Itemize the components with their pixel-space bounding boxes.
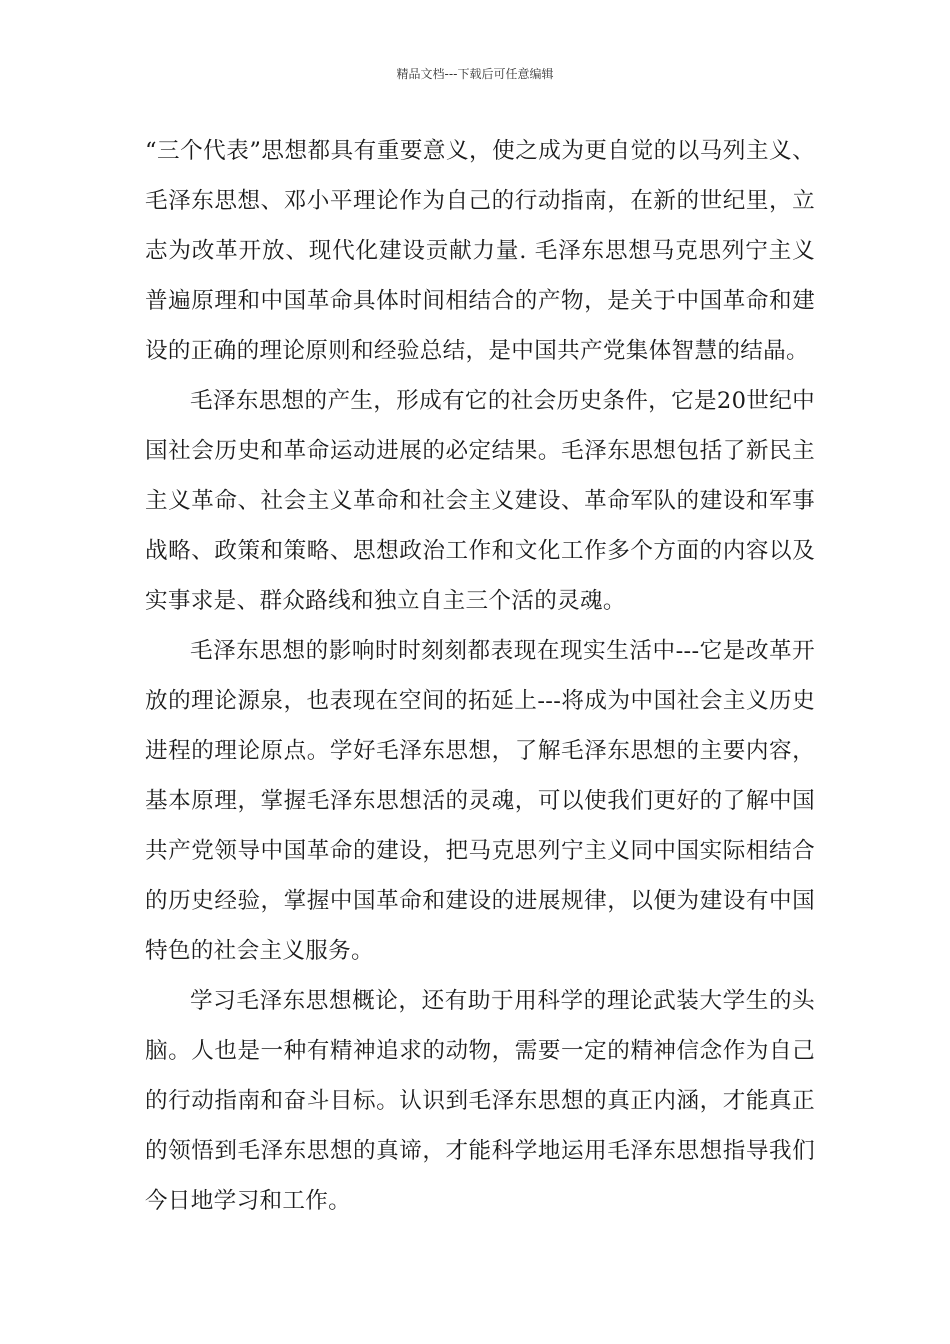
document-body	[145, 126, 815, 1226]
paragraph-3: 毛泽东思想的影响时时刻刻都表现在现实生活中---它是改革开放的理论源泉，也表现在空间的拓延上---将成为中国社会主义历史进程的理论原点。学好毛泽东思想，了解毛泽东思想的主要内容，基本原理，掌握毛泽东思想活的灵魂，可以使我们更好的了解中国共产党领导中国革命的建设，把马克思列宁主义同中国实际相结合的历史经验，掌握中国革命和建设的进展规律，以便为建设有中国特色的社会主义服务。	[145, 638, 815, 964]
paragraph-2: 毛泽东思想的产生，形成有它的社会历史条件，它是20世纪中国社会历史和革命运动进展的必定结果。毛泽东思想包括了新民主主义革命、社会主义革命和社会主义建设、革命军队的建设和军事战略、政策和策略、思想政治工作和文化工作多个方面的内容以及实事求是、群众路线和独立自主三个活的灵魂。	[145, 388, 815, 614]
page-header: 精品文档---下载后可任意编辑	[396, 67, 554, 81]
paragraph-1: “三个代表”思想都具有重要意义，使之成为更自觉的以马列主义、毛泽东思想、邓小平理论作为自己的行动指南，在新的世纪里，立志为改革开放、现代化建设贡献力量. 毛泽东思想马克思列宁主义普遍原理和中国革命具体时间相结合的产物，是关于中国革命和建设的正确的理论原则和经验总结，是中国共产党集体智慧的结晶。	[145, 138, 815, 364]
paragraph-4: 学习毛泽东思想概论，还有助于用科学的理论武装大学生的头脑。人也是一种有精神追求的动物，需要一定的精神信念作为自己的行动指南和奋斗目标。认识到毛泽东思想的真正内涵，才能真正的领悟到毛泽东思想的真谛，才能科学地运用毛泽东思想指导我们今日地学习和工作。	[145, 988, 815, 1214]
